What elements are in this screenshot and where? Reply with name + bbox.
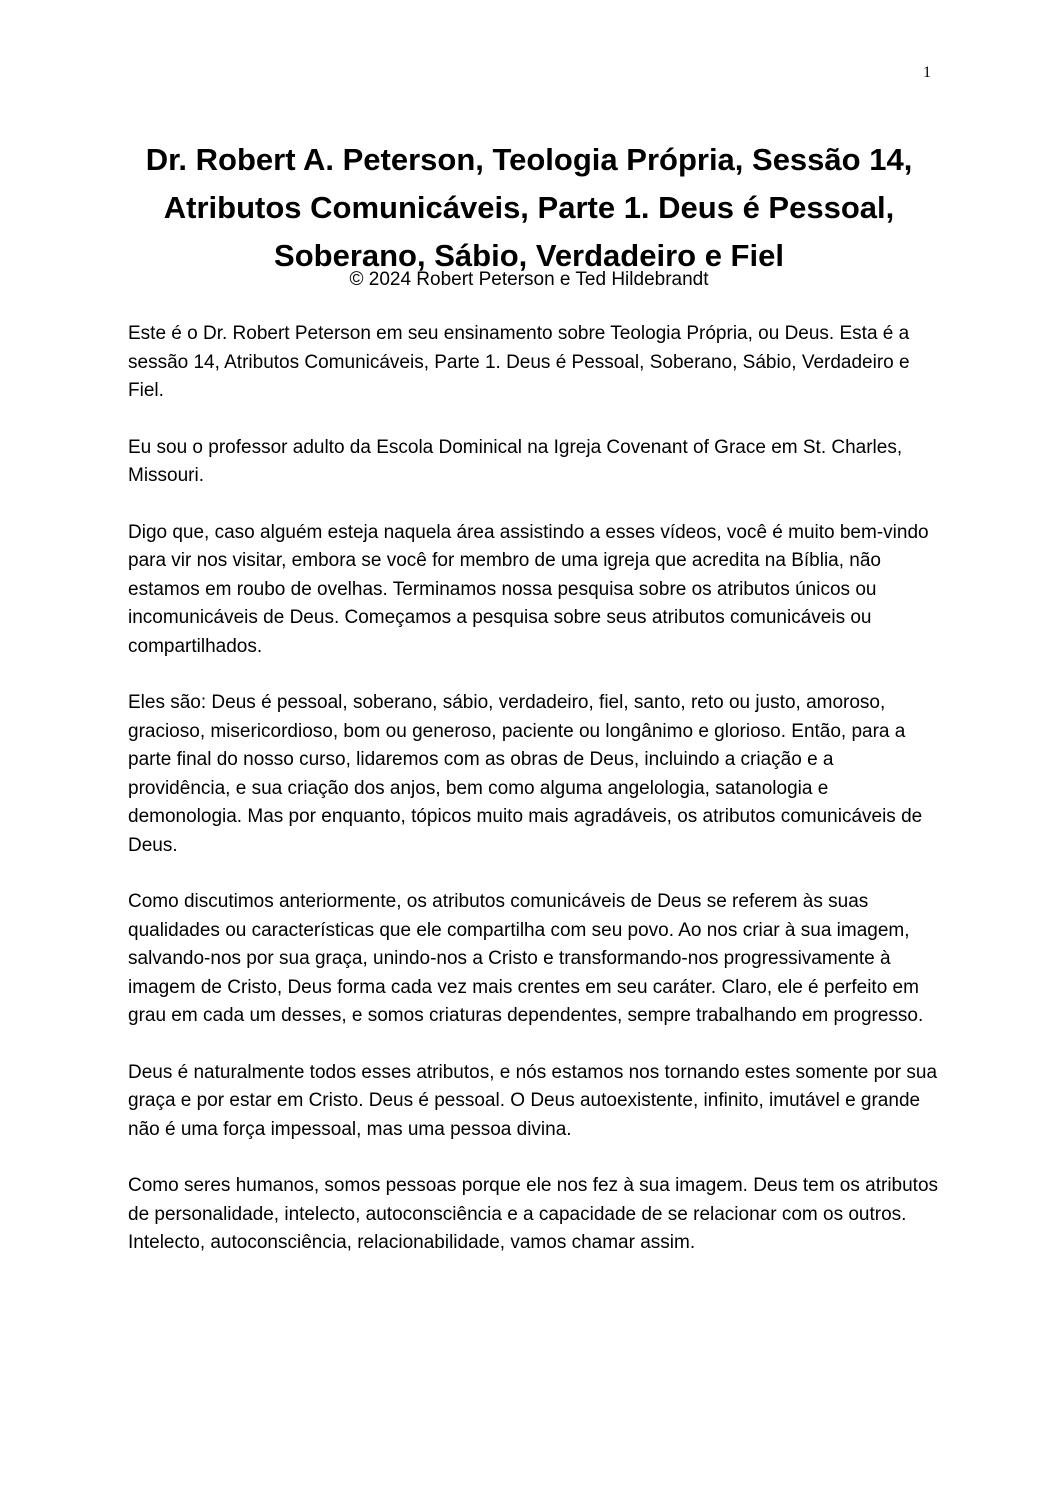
page-number: 1: [923, 64, 931, 81]
paragraph: Este é o Dr. Robert Peterson em seu ensinamento sobre Teologia Própria, ou Deus. Esta é a sessão 14, Atributos Comunicáveis, Parte 1. Deus é Pessoal, Soberano, Sábio, Verdadeiro e Fiel.: [128, 323, 910, 401]
paragraph: Deus é naturalmente todos esses atributos, e nós estamos nos tornando estes somente por sua graça e por estar em Cristo. Deus é pessoal. O Deus autoexistente, infinito, imutável e grande não é uma força impessoal, mas uma pessoa divina.: [128, 1061, 938, 1140]
paragraph: Como seres humanos, somos pessoas porque ele nos fez à sua imagem. Deus tem os atributos de personalidade, intelecto, autoconsciência e a capacidade de se relacionar com os outros. Intelecto, autoconsciência, relacionabilidade, vamos chamar assim.: [128, 1175, 939, 1253]
paragraph: Digo que, caso alguém esteja naquela área assistindo a esses vídeos, você é muito bem-vindo para vir nos visitar, embora se você for membro de uma igreja que acredita na Bíblia, não estamos em roubo de ovelhas. Terminamos nossa pesquisa sobre os atributos únicos ou incomunicáveis de Deus. Começamos a pesquisa sobre seus atributos comunicáveis ou compartilhados.: [128, 521, 929, 657]
document-title: Dr. Robert A. Peterson, Teologia Própria, Sessão 14, Atributos Comunicáveis, Parte 1. Deus é Pessoal, Soberano, Sábio, Verdadeiro e Fiel: [145, 142, 913, 273]
body-text: [128, 320, 938, 1286]
paragraph: Eu sou o professor adulto da Escola Dominical na Igreja Covenant of Grace em St. Charles, Missouri.: [128, 436, 903, 486]
copyright-line: © 2024 Robert Peterson e Ted Hildebrandt: [349, 269, 709, 290]
paragraph: Como discutimos anteriormente, os atributos comunicáveis de Deus se referem às suas qualidades ou características que ele compartilha com seu povo. Ao nos criar à sua imagem, salvando-nos por sua graça, unindo-nos a Cristo e transformando-nos progressivamente à imagem de Cristo, Deus forma cada vez mais crentes em seu caráter. Claro, ele é perfeito em grau em cada um desses, e somos criaturas dependentes, sempre trabalhando em progresso.: [128, 891, 924, 1026]
paragraph: Eles são: Deus é pessoal, soberano, sábio, verdadeiro, fiel, santo, reto ou justo, amoroso, gracioso, misericordioso, bom ou generoso, paciente ou longânimo e glorioso. Então, para a parte final do nosso curso, lidaremos com as obras de Deus, incluindo a criação e a providência, e sua criação dos anjos, bem como alguma angelologia, satanologia e demonologia. Mas por enquanto, tópicos muito mais agradáveis, os atributos comunicáveis de Deus.: [128, 692, 923, 856]
